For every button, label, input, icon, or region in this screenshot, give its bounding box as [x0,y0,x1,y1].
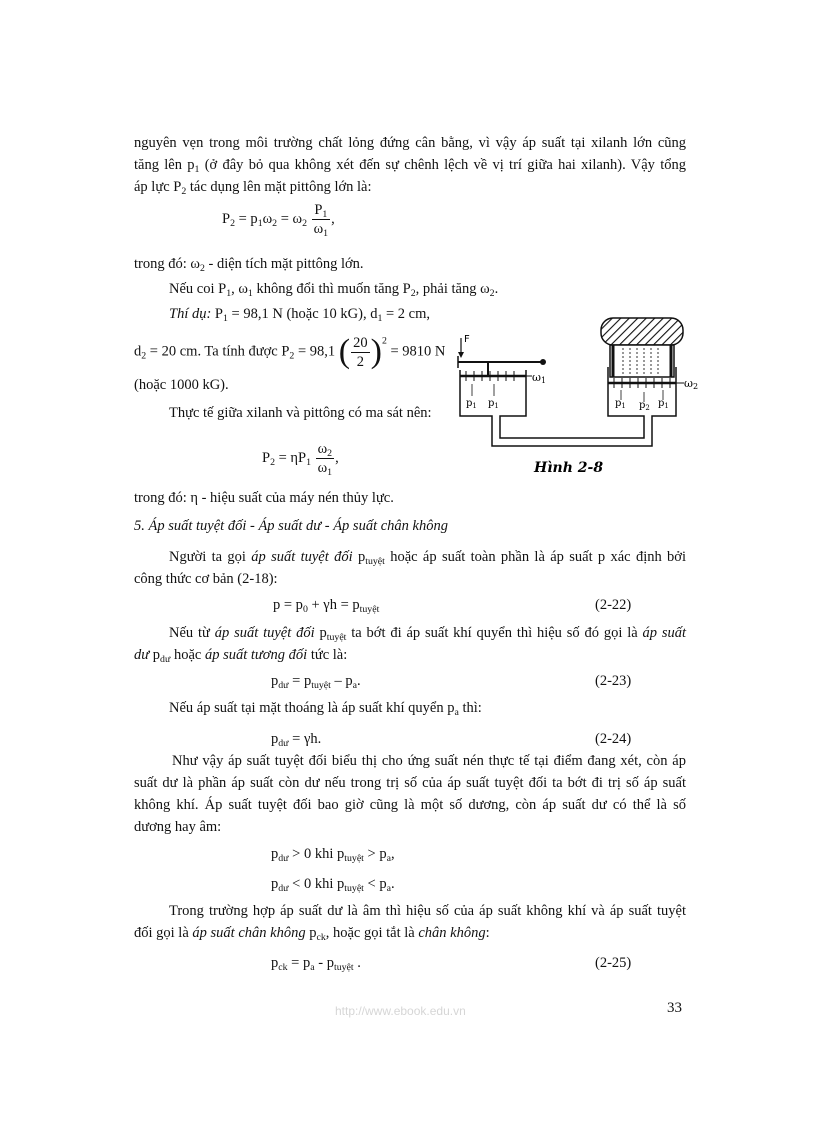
text-line: Như vậy áp suất tuyệt đối biểu thị cho ứng suất nén thực tế tại điểm đang xét, còn áp [172,753,686,769]
text-line: không khí. Áp suất tuyệt đối bao giờ cũng là một số dương, còn áp suất dư có thể là số [134,797,686,813]
text-line: Thực tế giữa xilanh và pittông có ma sát nên: [169,405,432,421]
large-load [610,345,674,377]
equation-number: (2-22) [595,597,632,613]
text-line: nguyên vẹn trong môi trường chất lỏng đứng cân bằng, vì vậy áp suất tại xilanh lớn cũng [134,135,686,151]
top-plate [601,318,683,345]
equation: $p_{dư} < 0$ khi $p_{tuyệt} < p_a$. [271,876,395,894]
p2-label: $p_2$ [639,400,650,412]
text-line: Thí dụ: $P_1 = 98,1$ N (hoặc 10 kG), $d_1 = 2$ cm, [169,306,431,324]
section-heading: 5. Áp suất tuyệt đối - Áp suất dư - Áp suất chân không [134,518,448,534]
equation-number: (2-23) [595,673,632,689]
text-line: đối gọi là áp suất chân không $p_{ck}$, hoặc gọi tắt là chân không: [134,925,490,943]
equation: $p_{ck} = p_a - p_{tuyệt}$ . [271,955,361,973]
equation: $p_{dư} = \gamma h$. [271,731,322,749]
text-line: suất dư là phần áp suất còn dư nếu trong trị số của áp suất tuyệt đối ta bớt đi trị số áp suất [134,775,686,791]
text-line: $d_2 = 20$ cm. Ta tính được $P_2 = 98,1$ ( $\frac{20}{2}$ )$^2$ = 9810 N [134,333,446,370]
text-line: Trong trường hợp áp suất dư là âm thì hiệu số của áp suất không khí và áp suất tuyệt [169,903,686,919]
text-line: Người ta gọi áp suất tuyệt đối $p_{tuyệt}$ hoặc áp suất toàn phần là áp suất p xác định bởi [169,549,687,567]
text-line: tăng lên $p_1$ (ở đây bỏ qua không xét đến sự chênh lệch về vị trí giữa hai xilanh). Vậy tổng [134,157,686,175]
text-line: Nếu áp suất tại mặt thoáng là áp suất khí quyển $p_a$ thì: [169,700,482,718]
text-line: trong đó: $\omega_2$ - diện tích mặt pittông lớn. [134,256,364,274]
p1-label: $p_1$ [658,398,669,410]
equation: $P_2 = \eta P_1$ $\frac{\omega_2}{\omega_1}$ , [262,441,339,478]
force-label: F [464,334,470,345]
watermark: http://www.ebook.edu.vn [335,1004,466,1018]
text-line: áp lực $P_2$ tác dụng lên mặt pittông lớn là: [134,179,372,197]
omega2-label: ω2 [684,377,699,391]
equation: $p_{dư} = p_{tuyệt} - p_a$. [271,673,361,691]
equation: $p = p_0 + \gamma h = p_{tuyệt}$ [273,597,380,615]
text-line: (hoặc 1000 kG). [134,377,229,393]
equation: $P_2 = p_1\omega_2 = \omega_2$ $\frac{P_1}{\omega_1}$ , [222,202,335,239]
equation: $p_{dư} > 0$ khi $p_{tuyệt} > p_a$, [271,846,395,864]
equation-number: (2-24) [595,731,632,747]
text-line: Nếu từ áp suất tuyệt đối $p_{tuyệt}$ ta bớt đi áp suất khí quyển thì hiệu số đó gọi là áp suất [169,625,687,643]
page-number: 33 [667,1000,682,1016]
text-line: dư $p_{dư}$ hoặc áp suất tương đối tức là: [134,647,348,665]
text-line: công thức cơ bản (2-18): [134,571,278,587]
text-line: dương hay âm: [134,819,222,835]
p1-label: $p_1$ [488,398,499,410]
equation-number: (2-25) [595,955,632,971]
p1-label: $p_1$ [615,398,626,410]
p1-label: $p_1$ [466,398,477,410]
omega1-label: ω1 [532,371,547,385]
text-line: Nếu coi $P_1$, $\omega_1$ không đổi thì muốn tăng $P_2$, phải tăng $\omega_2$. [169,281,499,299]
figure-caption: Hình 2-8 [534,460,604,476]
text-line: trong đó: η - hiệu suất của máy nén thủy lực. [134,490,394,506]
hydraulic-press-figure [448,312,703,482]
lever-end [540,359,546,365]
connecting-pipe [492,428,652,446]
